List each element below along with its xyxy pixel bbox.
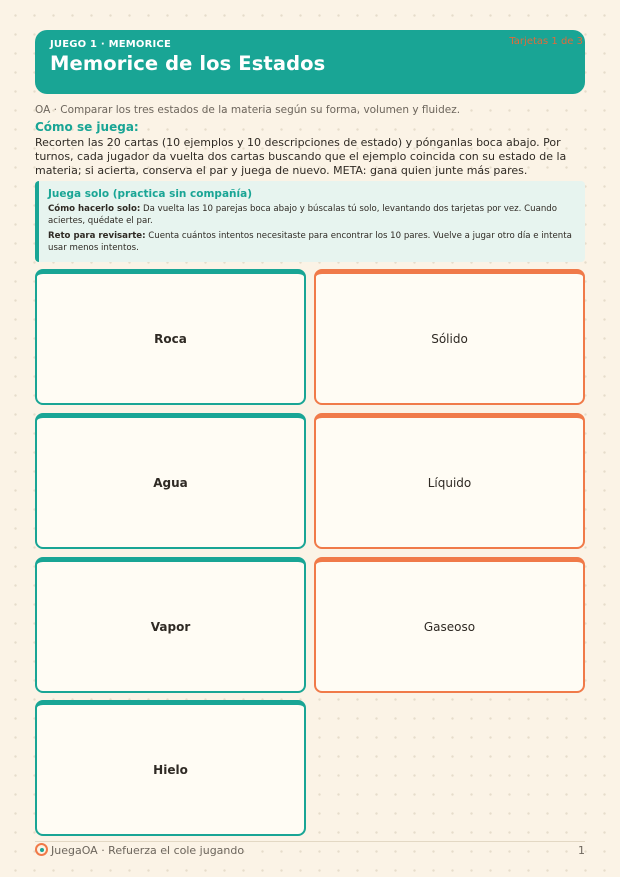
game-eyebrow: JUEGO 1 · MEMORICE	[50, 39, 172, 50]
state-card: Gaseoso	[314, 557, 585, 693]
solo-play-box	[35, 181, 585, 262]
example-card: Agua	[35, 413, 306, 549]
cards-page-tag: Tarjetas 1 de 3	[509, 36, 583, 47]
brand-logo-icon	[35, 843, 48, 856]
solo-check-label: Reto para revisarte:	[48, 231, 146, 241]
footer-brand: JuegaOA · Refuerza el cole jugando	[51, 844, 245, 857]
example-card: Hielo	[35, 700, 306, 836]
solo-how-paragraph	[48, 203, 575, 227]
page-number: 1	[578, 844, 585, 857]
example-card: Vapor	[35, 557, 306, 693]
state-card: Líquido	[314, 413, 585, 549]
solo-check-paragraph	[48, 230, 575, 254]
how-to-play-heading: Cómo se juega:	[35, 120, 139, 134]
solo-check-text: Cuenta cuántos intentos necesitaste para encontrar los 10 pares. Vuelve a jugar otro día e intenta usar menos intentos.	[48, 231, 572, 253]
solo-play-heading: Juega solo (practica sin compañía)	[48, 188, 252, 200]
learning-objective: OA · Comparar los tres estados de la materia según su forma, volumen y fluidez.	[35, 104, 461, 116]
example-card: Roca	[35, 269, 306, 405]
state-card: Sólido	[314, 269, 585, 405]
how-to-play-text: Recorten las 20 cartas (10 ejemplos y 10 descripciones de estado) y pónganlas boca abajo. Por turnos, cada jugador da vuelta dos cartas buscando que el ejemplo coincida con su estado de la materia; si acierta, conserva el par y juega de nuevo. META: gana quien junte más pares.	[35, 136, 567, 177]
title-banner	[35, 30, 585, 94]
solo-how-text: Da vuelta las 10 parejas boca abajo y búscalas tú solo, levantando dos tarjetas por vez. Cuando aciertes, quédate el par.	[48, 204, 558, 226]
page-title: Memorice de los Estados	[50, 52, 326, 75]
solo-how-label: Cómo hacerlo solo:	[48, 204, 141, 214]
footer-divider	[35, 841, 585, 842]
